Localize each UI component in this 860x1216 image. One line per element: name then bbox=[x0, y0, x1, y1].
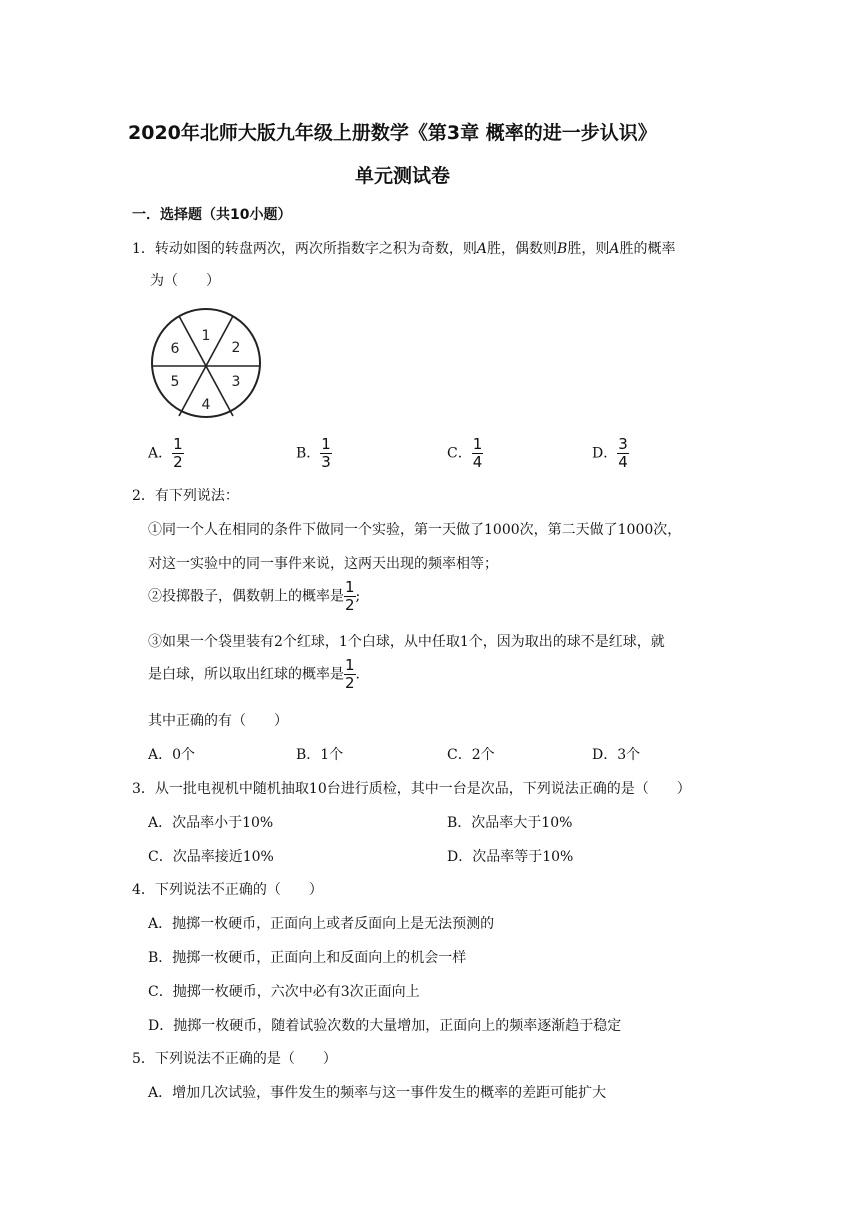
document-subtitle: 单元测试卷 bbox=[355, 165, 451, 187]
q1-option-c[interactable]: C． $\frac{1}{4}$ bbox=[447, 435, 483, 471]
player-b: B bbox=[557, 241, 568, 257]
q2-statement-2: ②投掷骰子，偶数朝上的概率是 $\frac{1}{2}$ ; bbox=[148, 578, 361, 614]
q1-option-d[interactable]: D． $\frac{3}{4}$ bbox=[592, 435, 628, 471]
wheel-sector-label: 3 bbox=[231, 374, 241, 390]
q1-option-a[interactable]: A． $\frac{1}{2}$ bbox=[148, 435, 183, 471]
q3-option-d[interactable]: D．次品率等于10% bbox=[447, 849, 574, 865]
q2-statement-3: ③如果一个袋里装有2个红球，1个白球，从中任取1个，因为取出的球不是红球，就 bbox=[148, 634, 665, 650]
question-1-stem-cont: 为（ ） bbox=[150, 273, 220, 289]
q2-option-a[interactable]: A．0个 bbox=[148, 747, 196, 763]
wheel-sector-label: 1 bbox=[201, 328, 211, 344]
q5-option-a[interactable]: A．增加几次试验，事件发生的频率与这一事件发生的概率的差距可能扩大 bbox=[148, 1085, 607, 1101]
q3-option-c[interactable]: C．次品率接近10% bbox=[148, 849, 274, 865]
question-1-stem: 1．转动如图的转盘两次，两次所指数字之积为奇数，则A胜，偶数则B胜，则A胜的概率 bbox=[132, 241, 676, 257]
q3-option-a[interactable]: A．次品率小于10% bbox=[148, 815, 274, 831]
q2-option-b[interactable]: B．1个 bbox=[296, 747, 344, 763]
question-3-stem: 3．从一批电视机中随机抽取10台进行质检，其中一台是次品，下列说法正确的是（ ） bbox=[132, 781, 691, 797]
spinner-wheel-figure bbox=[148, 305, 264, 421]
document-title: 2020年北师大版九年级上册数学《第3章 概率的进一步认识》 bbox=[128, 122, 657, 144]
question-5-stem: 5．下列说法不正确的是（ ） bbox=[132, 1051, 337, 1067]
q2-ask: 其中正确的有（ ） bbox=[148, 713, 288, 729]
q2-statement-1: ①同一个人在相同的条件下做同一个实验，第一天做了1000次，第二天做了1000次， bbox=[148, 522, 682, 538]
q2-option-c[interactable]: C．2个 bbox=[447, 747, 495, 763]
q4-option-d[interactable]: D．抛掷一枚硬币，随着试验次数的大量增加，正面向上的频率逐渐趋于稳定 bbox=[148, 1018, 622, 1034]
question-4-stem: 4．下列说法不正确的（ ） bbox=[132, 882, 323, 898]
wheel-sector-label: 6 bbox=[170, 341, 180, 357]
q2-option-d[interactable]: D．3个 bbox=[592, 747, 641, 763]
wheel-sector-label: 4 bbox=[201, 397, 211, 413]
q4-option-c[interactable]: C．抛掷一枚硬币，六次中必有3次正面向上 bbox=[148, 984, 420, 1000]
wheel-sector-label: 5 bbox=[170, 374, 180, 390]
q4-option-a[interactable]: A．抛掷一枚硬币，正面向上或者反面向上是无法预测的 bbox=[148, 916, 495, 932]
player-a: A bbox=[476, 241, 488, 257]
q2-statement-3-cont: 是白球，所以取出红球的概率是 $\frac{1}{2}$ . bbox=[148, 656, 360, 692]
question-2-stem: 2．有下列说法： bbox=[132, 488, 239, 504]
wheel-sector-label: 2 bbox=[231, 340, 241, 356]
q3-option-b[interactable]: B．次品率大于10% bbox=[447, 815, 573, 831]
section-header: 一．选择题（共10小题） bbox=[132, 207, 292, 223]
q4-option-b[interactable]: B．抛掷一枚硬币，正面向上和反面向上的机会一样 bbox=[148, 950, 467, 966]
q2-statement-1-cont: 对这一实验中的同一事件来说，这两天出现的频率相等； bbox=[148, 556, 498, 572]
q1-option-b[interactable]: B． $\frac{1}{3}$ bbox=[296, 435, 331, 471]
